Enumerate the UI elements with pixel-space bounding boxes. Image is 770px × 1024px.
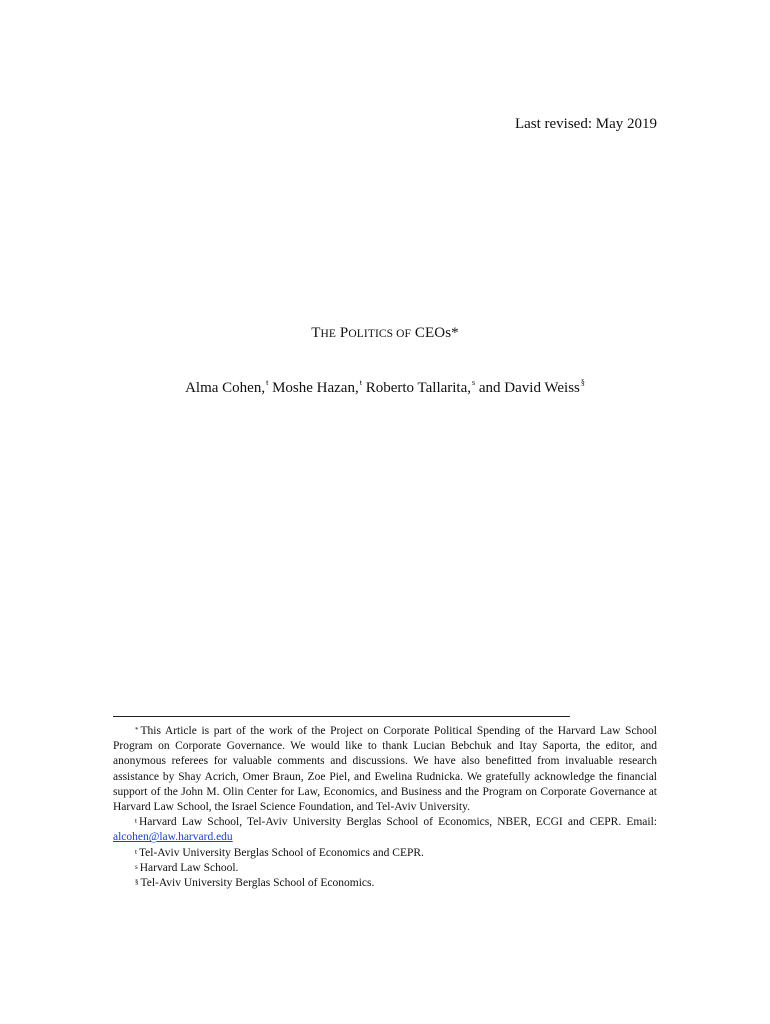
author-footnote-mark: § — [580, 378, 585, 387]
footnote-mark: ŧ — [135, 847, 137, 856]
footnote-text: Tel-Aviv University Berglas School of Economics. — [140, 877, 375, 890]
author-footnote-mark: ŧ — [266, 378, 269, 387]
footnote-hazan — [113, 846, 657, 861]
title-the-rest: HE — [320, 328, 337, 340]
footnote-text: Tel-Aviv University Berglas School of Economics and CEPR. — [138, 846, 424, 859]
footnote-cohen — [113, 815, 657, 845]
footnote-separator — [113, 716, 570, 717]
author-name: Alma Cohen, — [185, 380, 266, 396]
email-link[interactable]: alcohen@law.harvard.edu — [113, 831, 233, 844]
author-name: Moshe Hazan, — [272, 380, 359, 396]
title-politics-initial: P — [339, 325, 349, 341]
author-name: Roberto Tallarita, — [365, 380, 472, 396]
title-politics-rest: OLITICS OF — [348, 328, 412, 340]
author-footnote-mark: s — [472, 378, 476, 387]
title-ceos: CEOs* — [414, 325, 459, 341]
author-footnote-mark: ŧ — [359, 378, 362, 387]
paper-title — [0, 325, 770, 342]
author-name: and David Weiss — [478, 380, 580, 396]
footnote-weiss — [113, 876, 657, 891]
footnote-mark: ŧ — [135, 817, 137, 826]
footnote-text: This Article is part of the work of the Project on Corporate Political Spending of the Harvard Law School Program on Corporate Governance. We would like to thank Lucian Bebchuk and Itay Saporta, the editor, and anonymous referees for valuable comments and discussions. We have also benefitted from invaluable research assistance by Shay Acrich, Omer Braun, Zoe Piel, and Ewelina Rudnicka. We gratefully acknowledge the financial support of the John M. Olin Center for Law, Economics, and Business and the Program on Corporate Governance at Harvard Law School, the Israel Science Foundation, and Tel-Aviv University. — [113, 725, 657, 814]
footnote-text: Harvard Law School, Tel-Aviv University Berglas School of Economics, NBER, ECGI and CEPR. Email: — [138, 816, 657, 829]
footnote-mark: § — [135, 878, 139, 887]
footnote-mark: * — [135, 726, 139, 734]
title-the-initial: T — [311, 325, 321, 341]
footnote-text: Harvard Law School. — [139, 861, 239, 874]
footnote-tallarita — [113, 861, 657, 876]
author-list — [0, 380, 770, 397]
last-revised-date: Last revised: May 2019 — [514, 116, 657, 132]
footnotes — [113, 724, 657, 891]
footnote-acknowledgements — [113, 724, 657, 815]
footnote-mark: s — [135, 862, 138, 871]
